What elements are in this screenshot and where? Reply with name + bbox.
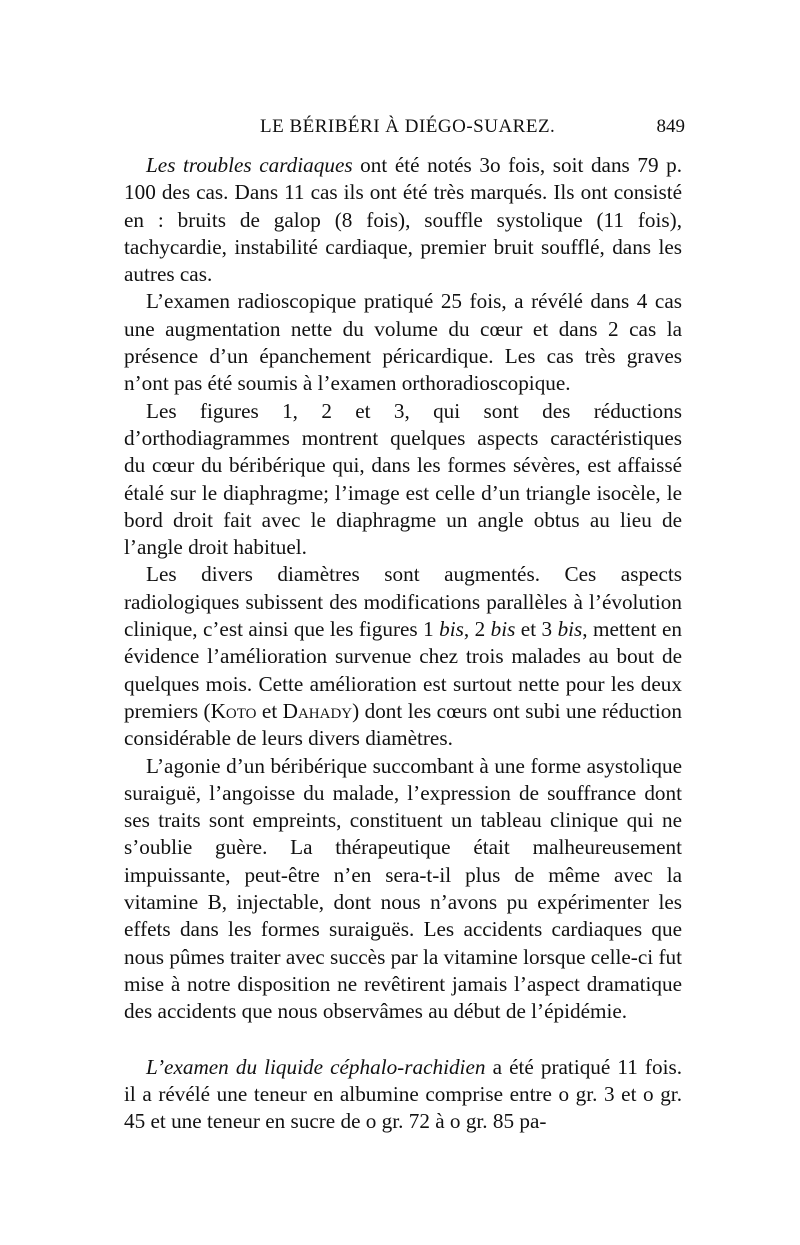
paragraph-text: , 2 [463,617,491,642]
paragraph-text: ) dont les cœurs ont subi une réduction considérable de leurs divers diamètres. [124,698,682,751]
paragraph-text: Les figures 1, 2 et 3, qui sont des réductions d’orthodiagrammes montrent quelques aspects caractéristiques du cœur du béribérique qui, dans les formes sévères, est affaissé étalé sur le diaphragme; l’image est celle d’un triangle isocèle, le bord droit fait avec le diaphragme un angle obtus au lieu de l’angle droit habituel. [124,398,682,560]
running-title: LE BÉRIBÉRI À DIÉGO-SUAREZ. [260,116,556,137]
paragraph-text: L’examen radioscopique pratiqué 25 fois, a révélé dans 4 cas une augmentation nette du volume du cœur et dans 2 cas la présence d’un épanchement péricardique. Les cas très graves n’ont pas été soumis à l’examen orthoradioscopique. [124,289,682,396]
paragraph-text: a été pratiqué 11 fois. il a révélé une teneur en albumine comprise entre o gr. 3 et o gr. 45 et une teneur en sucre de o gr. 72 à o gr. 85 pa- [124,1054,682,1134]
paragraph-text: et 3 [515,617,558,642]
paragraph-lead-italic: Les troubles cardiaques [146,153,353,177]
paragraph-diameters [124,561,682,752]
paragraph-text: , mettent en évidence l’amélioration survenue chez trois malades au bout de quelques mois. Cette amélioration est surtout nette pour les deux premiers ( [124,617,682,723]
paragraph-text: L’agonie d’un béribérique succombant à une forme asystolique suraiguë, l’angoisse du malade, l’expression de souffrance dont ses traits sont empreints, constituent un tableau clinique qui ne s’oublie guère. La thérapeutique était malheureusement impuissante, peut-être n’en sera-t-il plus de même avec la vitamine B, injectable, dont nous n’avons pu expérimenter les effets dans les formes suraiguës. Les accidents cardiaques que nous pûmes traiter avec succès par la vitamine lorsque celle-ci fut mise à notre disposition ne revêtirent jamais l’aspect dramatique des accidents que nous observâmes au début de l’épidémie. [124,753,682,1024]
patient-name: Dahady [282,698,353,723]
paragraph-figures [124,398,682,562]
bis-label: bis [557,617,583,642]
body-text [124,152,682,1135]
patient-name: Koto [210,698,257,723]
paragraph-agony [124,753,682,1026]
paragraph-radioscopy [124,288,682,397]
paragraph-cardiac-troubles [124,152,682,288]
paragraph-lead-italic: L’examen du liquide céphalo-rachidien [146,1054,486,1079]
paragraph-text: ont été notés 3o fois, soit dans 79 p. 100 des cas. Dans 11 cas ils ont été très marqués. Ils ont consisté en : bruits de galop (8 fois), souffle systolique (11 fois), tachycardie, instabilité cardiaque, premier bruit soufflé, dans les autres cas. [124,153,682,287]
paragraph-text: Les divers diamètres sont augmentés. Ces aspects radiologiques subissent des modifications parallèles à l’évolution clinique, c’est ainsi que les figures 1 [124,562,682,642]
bis-label: bis [490,617,516,642]
running-head [0,116,800,146]
page-number: 849 [656,116,685,137]
paragraph-text: et [256,698,283,723]
paragraph-csf-exam [124,1054,682,1136]
bis-label: bis [439,617,464,642]
